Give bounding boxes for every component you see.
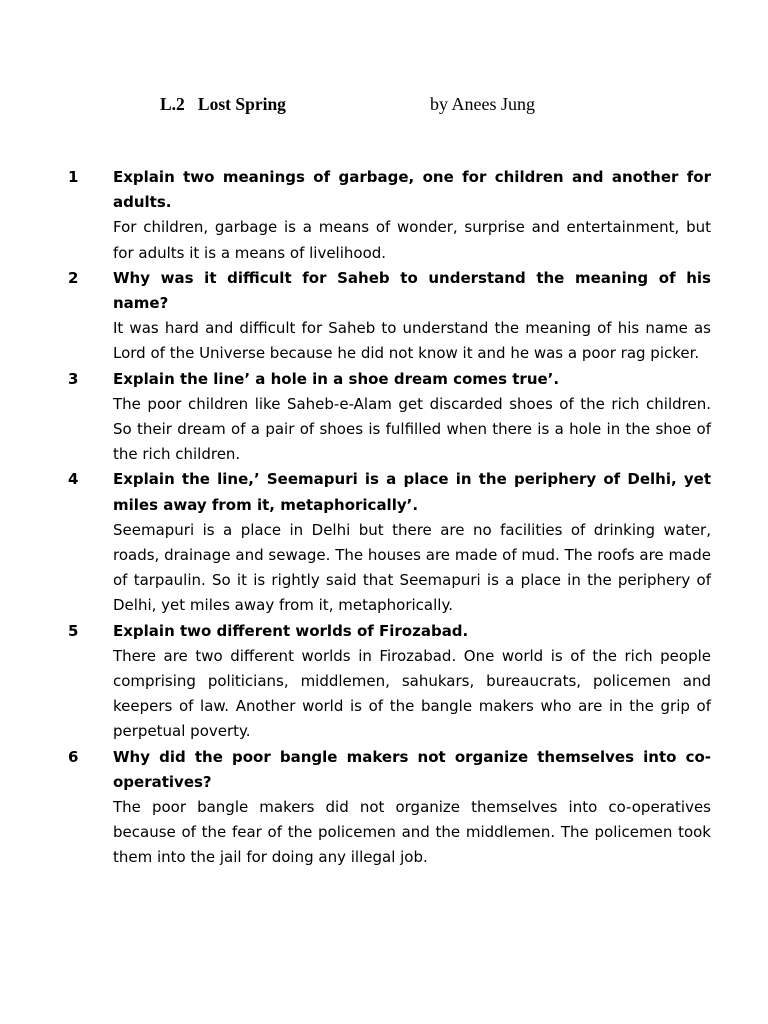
question-text: Why was it difficult for Saheb to understand the meaning of his name?	[113, 268, 711, 313]
qa-item	[0, 745, 711, 871]
question-answer-list	[0, 165, 768, 871]
answer-text: The poor bangle makers did not organize themselves into co-operatives because of the fear of the policemen and the middlemen. The policemen took them into the jail for doing any illegal job.	[113, 798, 711, 867]
question-text: Why did the poor bangle makers not organize themselves into co-operatives?	[113, 747, 711, 791]
answer-text: It was hard and difficult for Saheb to understand the meaning of his name as Lord of the Universe because he did not know it and he was a poor rag picker.	[113, 319, 711, 363]
qa-item	[0, 619, 711, 745]
lesson-title: L.2 Lost Spring	[160, 94, 286, 114]
question-number: 1	[68, 168, 79, 186]
question-number: 6	[68, 747, 79, 766]
answer-text: For children, garbage is a means of wonder, surprise and entertainment, but for adults it is a means of livelihood.	[113, 218, 711, 262]
qa-item	[0, 165, 711, 266]
document-heading	[0, 94, 768, 120]
question-text: Explain the line,’ Seemapuri is a place in the periphery of Delhi, yet miles away from it, metaphorically’.	[113, 470, 711, 514]
answer-text: The poor children like Saheb-e-Alam get discarded shoes of the rich children. So their dream of a pair of shoes is fulfilled when there is a hole in the shoe of the rich children.	[113, 394, 711, 464]
answer-text: There are two different worlds in Firozabad. One world is of the rich people comprising politicians, middlemen, sahukars, bureaucrats, policemen and keepers of law. Another world is of the bangle makers who are in the grip of perpetual poverty.	[113, 646, 711, 741]
qa-item	[0, 467, 711, 618]
qa-item	[0, 367, 711, 468]
qa-item	[0, 266, 711, 367]
question-number: 4	[68, 470, 79, 489]
author-name: by Anees Jung	[430, 94, 535, 114]
question-text: Explain two meanings of garbage, one for children and another for adults.	[113, 168, 711, 212]
question-number: 5	[68, 621, 79, 640]
question-text: Explain the line’ a hole in a shoe dream comes true’.	[113, 369, 560, 388]
answer-text: Seemapuri is a place in Delhi but there are no facilities of drinking water, roads, drainage and sewage. The houses are made of mud. The roofs are made of tarpaulin. So it is rightly said that Seemapuri is a place in the periphery of Delhi, yet miles away from it, metaphorically.	[113, 520, 711, 615]
question-number: 3	[68, 369, 79, 388]
question-number: 2	[68, 268, 79, 287]
question-text: Explain two different worlds of Firozabad.	[113, 621, 469, 640]
